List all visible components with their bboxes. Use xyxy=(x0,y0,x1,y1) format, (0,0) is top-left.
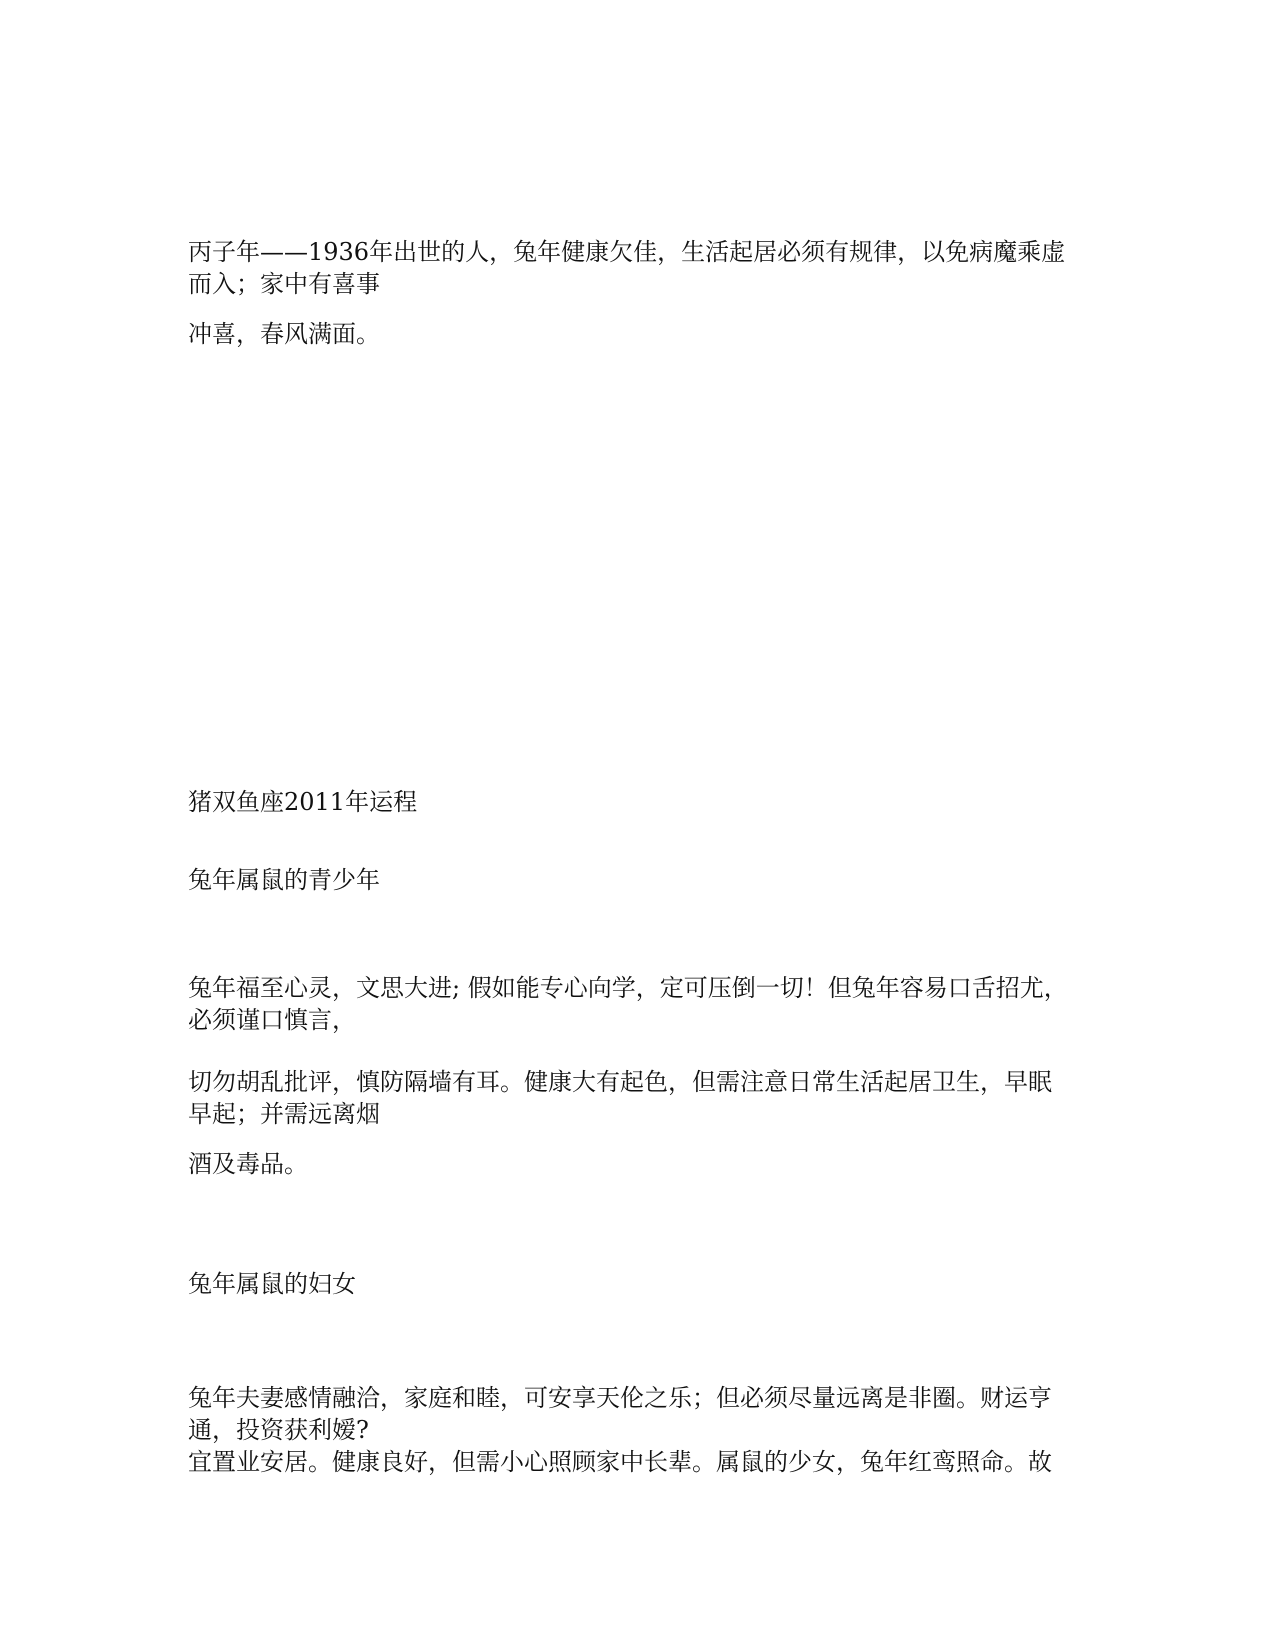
main-heading xyxy=(188,786,1088,818)
intro-line-3: 冲喜，春风满面。 xyxy=(188,320,380,348)
women-heading-text: 兔年属鼠的妇女 xyxy=(188,1270,356,1298)
main-heading-text: 猪双鱼座2011年运程 xyxy=(188,788,418,816)
youth-heading xyxy=(188,864,1088,896)
youth-heading-text: 兔年属鼠的青少年 xyxy=(188,866,380,894)
women-paragraph-1 xyxy=(188,1382,1088,1478)
youth-paragraph-2 xyxy=(188,1066,1088,1130)
youth-paragraph-3 xyxy=(188,1148,1088,1180)
youth-p1-line-2: 必须谨口慎言， xyxy=(188,1006,356,1034)
youth-p3-line-1: 酒及毒品。 xyxy=(188,1150,308,1178)
youth-p1-line-1: 兔年福至心灵，文思大进; 假如能专心向学，定可压倒一切！但兔年容易口舌招尤， xyxy=(188,974,1068,1002)
women-p1-line-2: 通，投资获利嫒? xyxy=(188,1416,369,1444)
youth-paragraph-1 xyxy=(188,972,1088,1036)
intro-line-2: 而入；家中有喜事 xyxy=(188,270,380,298)
intro-paragraph xyxy=(188,236,1088,300)
women-heading xyxy=(188,1268,1088,1300)
women-p1-line-3: 宜置业安居。健康良好，但需小心照顾家中长辈。属鼠的少女，兔年红鸾照命。故 xyxy=(188,1448,1052,1476)
intro-line-1: 丙子年——1936年出世的人，兔年健康欠佳，生活起居必须有规律，以免病魔乘虚 xyxy=(188,238,1066,266)
youth-p2-line-1: 切勿胡乱批评，慎防隔墙有耳。健康大有起色，但需注意日常生活起居卫生，早眠 xyxy=(188,1068,1052,1096)
youth-p2-line-2: 早起；并需远离烟 xyxy=(188,1100,380,1128)
intro-paragraph-cont xyxy=(188,318,1088,350)
women-p1-line-1: 兔年夫妻感情融洽，家庭和睦，可安享天伦之乐；但必须尽量远离是非圈。财运亨 xyxy=(188,1384,1052,1412)
